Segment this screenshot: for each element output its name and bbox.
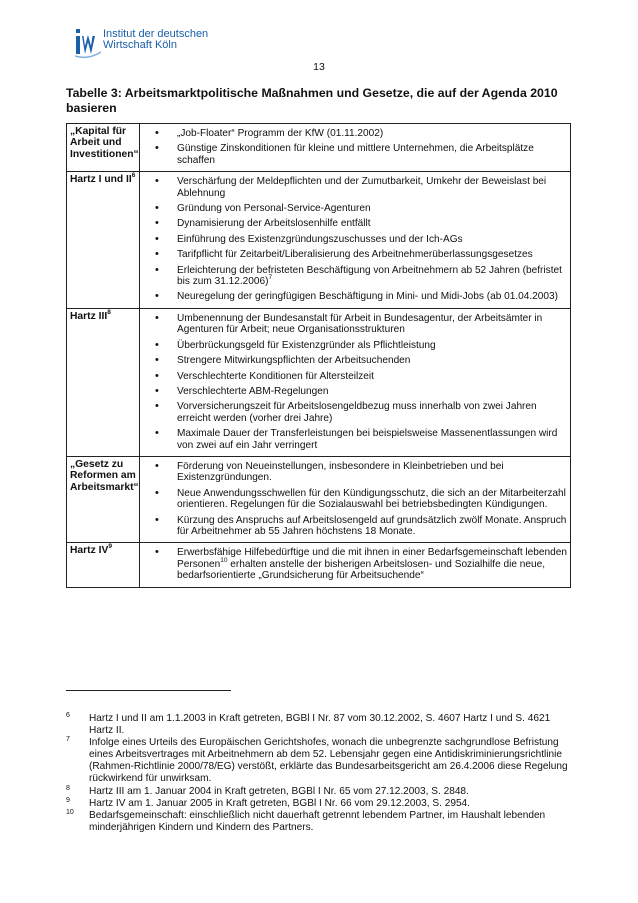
bullet-list <box>143 313 567 451</box>
table-row <box>67 308 571 456</box>
table-row <box>67 172 571 309</box>
footnote-number: 7 <box>66 736 70 744</box>
bullet-list <box>143 461 567 537</box>
list-item <box>143 128 567 139</box>
row-label-cell <box>67 308 140 456</box>
logo-text <box>103 29 208 51</box>
row-label: Hartz IV <box>70 545 109 557</box>
footnote-ref: 6 <box>131 172 136 180</box>
institute-logo <box>75 26 225 66</box>
row-label-cell <box>67 543 140 587</box>
list-item <box>143 355 567 366</box>
logo-line-2: Wirtschaft Köln <box>103 39 177 51</box>
footnote-text: Hartz III am 1. Januar 2004 in Kraft getreten, BGBl I Nr. 65 vom 27.12.2003, S. 2848. <box>89 785 469 797</box>
row-label: „Kapital für Arbeit und Investitionen“ <box>70 126 139 160</box>
page-number: 13 <box>313 61 325 73</box>
footnote <box>66 737 571 785</box>
footnote-number: 9 <box>66 796 70 804</box>
list-item-text: Verschärfung der Meldepflichten und der Zumutbarkeit, Umkehr der Beweislast bei Ablehnung <box>177 176 547 199</box>
list-item <box>143 143 567 166</box>
row-items-cell <box>140 543 571 587</box>
row-items-cell <box>140 124 571 172</box>
list-item-text: „Job-Floater“ Programm der KfW (01.11.2002) <box>177 128 384 139</box>
list-item-text: Erleichterung der befristeten Beschäftigung von Arbeitnehmern ab 52 Jahren (befristet bis zum 31.12.2006) <box>177 264 562 288</box>
list-item <box>143 488 567 511</box>
footnote-text: Hartz I und II am 1.1.2003 in Kraft getreten, BGBl I Nr. 87 vom 30.12.2002, S. 4607 Hartz I und S. 4621 Hartz II. <box>89 713 551 737</box>
list-item <box>143 265 567 288</box>
row-items-cell <box>140 172 571 309</box>
footnote-ref: 7 <box>268 274 273 282</box>
list-item-text: Günstige Zinskonditionen für kleine und mittlere Unternehmen, die Arbeitsplätze schaffen <box>177 143 534 166</box>
list-item <box>143 291 567 302</box>
footnote-ref: 8 <box>107 308 111 316</box>
list-item <box>143 313 567 336</box>
list-item <box>143 401 567 424</box>
list-item <box>143 340 567 351</box>
list-item-text: erhalten anstelle der bisherigen Arbeitslosen- und Sozialhilfe die neue, bedarfsorientierte „Grundsicherung für Arbeitsuchende“ <box>177 558 546 582</box>
list-item-text: Gründung von Personal-Service-Agenturen <box>177 203 371 215</box>
list-item-text: Neuregelung der geringfügigen Beschäftigung in Mini- und Midi-Jobs (ab 01.04.2003) <box>177 291 558 303</box>
footnote-text: Bedarfsgemeinschaft: einschließlich nicht dauerhaft getrennt lebendem Partner, im Haushalt lebenden minderjährigen Kindern und Kindern des Partners. <box>89 809 546 833</box>
table-row <box>67 124 571 172</box>
list-item-text: Strengere Mitwirkungspflichten der Arbeitsuchenden <box>177 355 411 367</box>
list-item-text: Erwerbsfähige Hilfebedürftige und die mit ihnen in einer Bedarfsgemeinschaft lebenden Personen <box>177 547 567 570</box>
list-item-text: Verschlechterte ABM-Regelungen <box>177 385 329 397</box>
row-label-cell <box>67 172 140 309</box>
bullet-list <box>143 176 567 303</box>
footnote-divider <box>66 690 231 691</box>
list-item-text: Einführung des Existenzgründungszuschusses und der Ich-AGs <box>177 233 463 245</box>
list-item <box>143 428 567 451</box>
list-item <box>143 176 567 199</box>
iw-logo-icon <box>75 26 101 60</box>
list-item <box>143 203 567 214</box>
list-item <box>143 234 567 245</box>
row-label-cell <box>67 456 140 542</box>
list-item-text: Dynamisierung der Arbeitslosenhilfe entfällt <box>177 218 371 230</box>
footnote-number: 10 <box>66 808 74 816</box>
table-row <box>67 543 571 587</box>
footnote-number: 6 <box>66 712 70 719</box>
footnote <box>66 713 571 737</box>
row-items-cell <box>140 456 571 542</box>
list-item <box>143 218 567 229</box>
row-label-cell <box>67 124 140 172</box>
footnote-text: Infolge eines Urteils des Europäischen Gerichtshofes, wonach die unbegrenzte sachgrundlose Befristung eines Arbeitsvertrages mit Arbeitnehmern ab dem 52. Lebensjahr gegen eine Antidiskriminierungsrichtlinie (Rahmen-Richtlinie 2000/78/EG) verstößt, erklärte das Bundesarbeitsgericht am 26.4.2006 diese Regelung rückwirkend für unwirksam. <box>89 737 568 785</box>
list-item-text: Kürzung des Anspruchs auf Arbeitslosengeld auf grundsätzlich zwölf Monate. Anspruch für Arbeitnehmer ab 55 Jahren höchstens 18 Monate. <box>177 514 567 537</box>
agenda-table <box>66 123 571 588</box>
row-items-cell <box>140 308 571 456</box>
bullet-list <box>143 128 567 166</box>
logo-line-1: Institut der deutschen <box>103 28 209 40</box>
row-label: Hartz I und II <box>70 174 132 186</box>
list-item-text: Maximale Dauer der Transferleistungen bei beispielsweise Massenentlassungen wird von zwei auf ein Jahr verringert <box>177 428 558 451</box>
list-item-text: Verschlechterte Konditionen für Altersteilzeit <box>177 370 374 382</box>
bullet-list <box>143 547 567 581</box>
list-item <box>143 386 567 397</box>
footnotes <box>66 713 571 834</box>
footnote-ref: 10 <box>220 556 228 564</box>
list-item-text: Vorversicherungszeit für Arbeitslosengeldbezug muss innerhalb von zwei Jahren erreicht werden (vorher drei Jahre) <box>177 401 537 424</box>
list-item-text: Förderung von Neueinstellungen, insbesondere in Kleinbetrieben und bei Existenzgründungen. <box>177 460 504 484</box>
footnote <box>66 810 571 834</box>
footnote-ref: 9 <box>108 543 112 551</box>
list-item <box>143 461 567 484</box>
list-item-text: Tarifpflicht für Zeitarbeit/Liberalisierung des Arbeitnehmerüberlassungsgesetzes <box>177 249 533 261</box>
footnote <box>66 798 571 810</box>
list-item-text: Neue Anwendungsschwellen für den Kündigungsschutz, die sich an der Mitarbeiterzahl orientieren. Regelungen für die Sozialauswahl bei betriebsbedingten Kündigungen. <box>177 487 566 511</box>
row-label: „Gesetz zu Reformen am Arbeitsmarkt“ <box>70 458 139 493</box>
table-row <box>67 456 571 542</box>
footnote-number: 8 <box>66 784 70 792</box>
footnote <box>66 786 571 798</box>
table-title: Tabelle 3: Arbeitsmarktpolitische Maßnahmen und Gesetze, die auf der Agenda 2010 basieren <box>66 86 558 115</box>
footnote-text: Hartz IV am 1. Januar 2005 in Kraft getreten, BGBl I Nr. 66 vom 29.12.2003, S. 2954. <box>89 797 470 809</box>
list-item <box>143 371 567 382</box>
list-item <box>143 515 567 538</box>
list-item <box>143 249 567 260</box>
list-item-text: Umbenennung der Bundesanstalt für Arbeit in Bundesagentur, der Arbeitsämter in Agenturen für Arbeit; neue Organisationsstrukturen <box>177 312 543 336</box>
row-label: Hartz III <box>70 310 108 322</box>
list-item <box>143 547 567 581</box>
list-item-text: Überbrückungsgeld für Existenzgründer als Pflichtleistung <box>177 339 436 351</box>
